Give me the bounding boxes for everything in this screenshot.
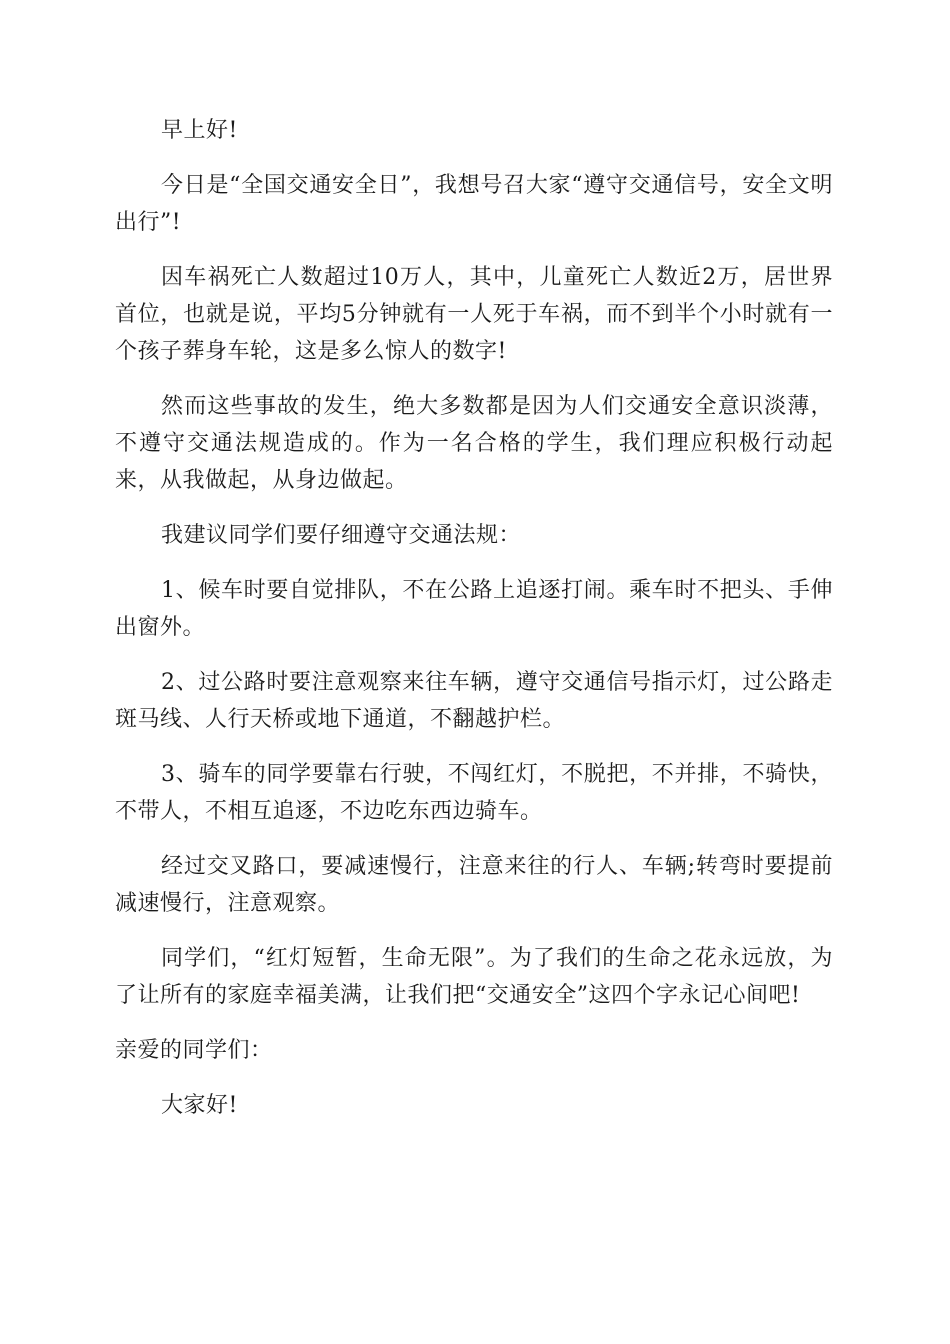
paragraph-intersection: 经过交叉路口，要减速慢行，注意来往的行人、车辆;转弯时要提前减速慢行，注意观察。: [115, 854, 833, 916]
paragraph-suggestion-intro: 我建议同学们要仔细遵守交通法规：: [161, 523, 522, 548]
paragraph-salutation: 亲爱的同学们：: [115, 1038, 273, 1063]
document-body: [115, 112, 833, 1142]
paragraph-rule-3: 3、骑车的同学要靠右行驶，不闯红灯，不脱把，不并排，不骑快，不带人，不相互追逐，不边吃东西边骑车。: [115, 762, 833, 824]
paragraph-greeting: 早上好!: [161, 118, 238, 143]
paragraph-causes: 然而这些事故的发生，绝大多数都是因为人们交通安全意识淡薄，不遵守交通法规造成的。作为一名合格的学生，我们理应积极行动起来，从我做起，从身边做起。: [115, 394, 833, 493]
paragraph-hello: 大家好!: [161, 1093, 238, 1118]
paragraph-statistics: 因车祸死亡人数超过10万人，其中，儿童死亡人数近2万，居世界首位，也就是说，平均5分钟就有一人死于车祸，而不到半个小时就有一个孩子葬身车轮，这是多么惊人的数字!: [115, 265, 833, 364]
paragraph-safety-day: 今日是“全国交通安全日”，我想号召大家“遵守交通信号，安全文明出行”!: [115, 173, 833, 235]
paragraph-rule-2: 2、过公路时要注意观察来往车辆，遵守交通信号指示灯，过公路走斑马线、人行天桥或地下通道，不翻越护栏。: [115, 670, 833, 732]
paragraph-rule-1: 1、候车时要自觉排队，不在公路上追逐打闹。乘车时不把头、手伸出窗外。: [115, 578, 833, 640]
paragraph-closing: 同学们，“红灯短暂，生命无限”。为了我们的生命之花永远放，为了让所有的家庭幸福美满，让我们把“交通安全”这四个字永记心间吧!: [115, 946, 833, 1008]
